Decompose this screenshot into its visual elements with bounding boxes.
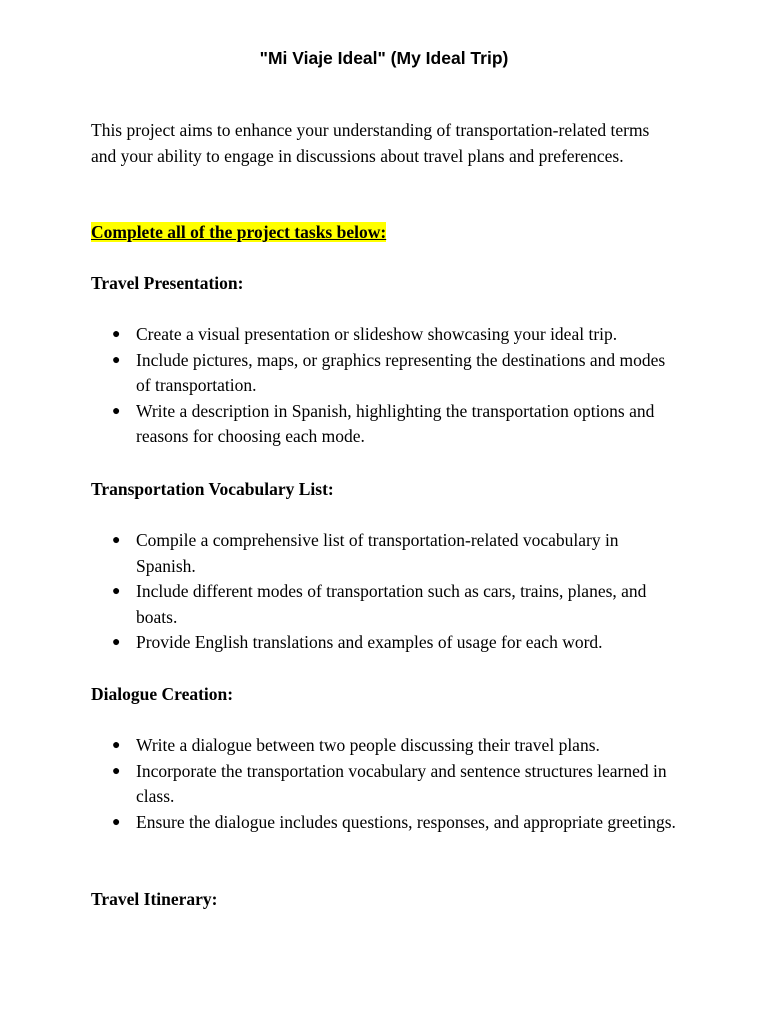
list-item xyxy=(91,759,681,810)
list-item xyxy=(91,399,681,450)
bullet-icon: ● xyxy=(112,533,121,548)
list-item-text: Include pictures, maps, or graphics representing the destinations and modes of transportation. xyxy=(136,349,666,396)
list-item-text: Write a dialogue between two people discussing their travel plans. xyxy=(136,735,600,755)
section-heading-vocabulary-list: Transportation Vocabulary List: xyxy=(91,479,334,499)
list-item xyxy=(91,322,681,348)
list-item xyxy=(91,733,681,759)
list-item-text: Compile a comprehensive list of transportation-related vocabulary in Spanish. xyxy=(136,530,619,576)
list-item-text: Include different modes of transportation such as cars, trains, planes, and boats. xyxy=(136,581,647,627)
list-item xyxy=(91,348,681,399)
instructions-callout xyxy=(91,220,386,246)
section-heading-travel-presentation: Travel Presentation: xyxy=(91,273,244,293)
list-item xyxy=(91,810,681,836)
section-heading-travel-itinerary: Travel Itinerary: xyxy=(91,889,218,909)
bullet-icon: ● xyxy=(112,763,121,779)
bullet-icon: ● xyxy=(112,352,121,368)
list-item-text: Create a visual presentation or slideshow showcasing your ideal trip. xyxy=(136,324,618,344)
list-item-text: Incorporate the transportation vocabulary and sentence structures learned in class. xyxy=(136,760,667,807)
intro-paragraph: This project aims to enhance your understanding of transportation-related terms and your ability to engage in discussions about travel plans and preferences. xyxy=(91,120,650,166)
list-item-text: Provide English translations and examples of usage for each word. xyxy=(136,632,603,653)
highlighted-instructions: Complete all of the project tasks below: xyxy=(91,222,387,242)
bullet-icon: ● xyxy=(112,635,121,651)
list-item xyxy=(91,630,681,656)
bullet-icon: ● xyxy=(112,814,121,830)
task-list-dialogue xyxy=(91,733,681,835)
bullet-icon: ● xyxy=(112,327,121,342)
list-item-text: Ensure the dialogue includes questions, responses, and appropriate greetings. xyxy=(136,811,676,832)
document-title: "Mi Viaje Ideal" (My Ideal Trip) xyxy=(259,48,509,68)
list-item xyxy=(91,579,681,630)
section-heading-dialogue-creation: Dialogue Creation: xyxy=(91,684,234,704)
list-item-text: Write a description in Spanish, highlighting the transportation options and reasons for choosing each mode. xyxy=(136,400,655,447)
task-list-travel-presentation xyxy=(91,322,681,450)
bullet-icon: ● xyxy=(112,584,121,600)
bullet-icon: ● xyxy=(112,403,121,419)
task-list-vocabulary xyxy=(91,528,681,656)
bullet-icon: ● xyxy=(112,738,121,753)
list-item xyxy=(91,528,681,579)
